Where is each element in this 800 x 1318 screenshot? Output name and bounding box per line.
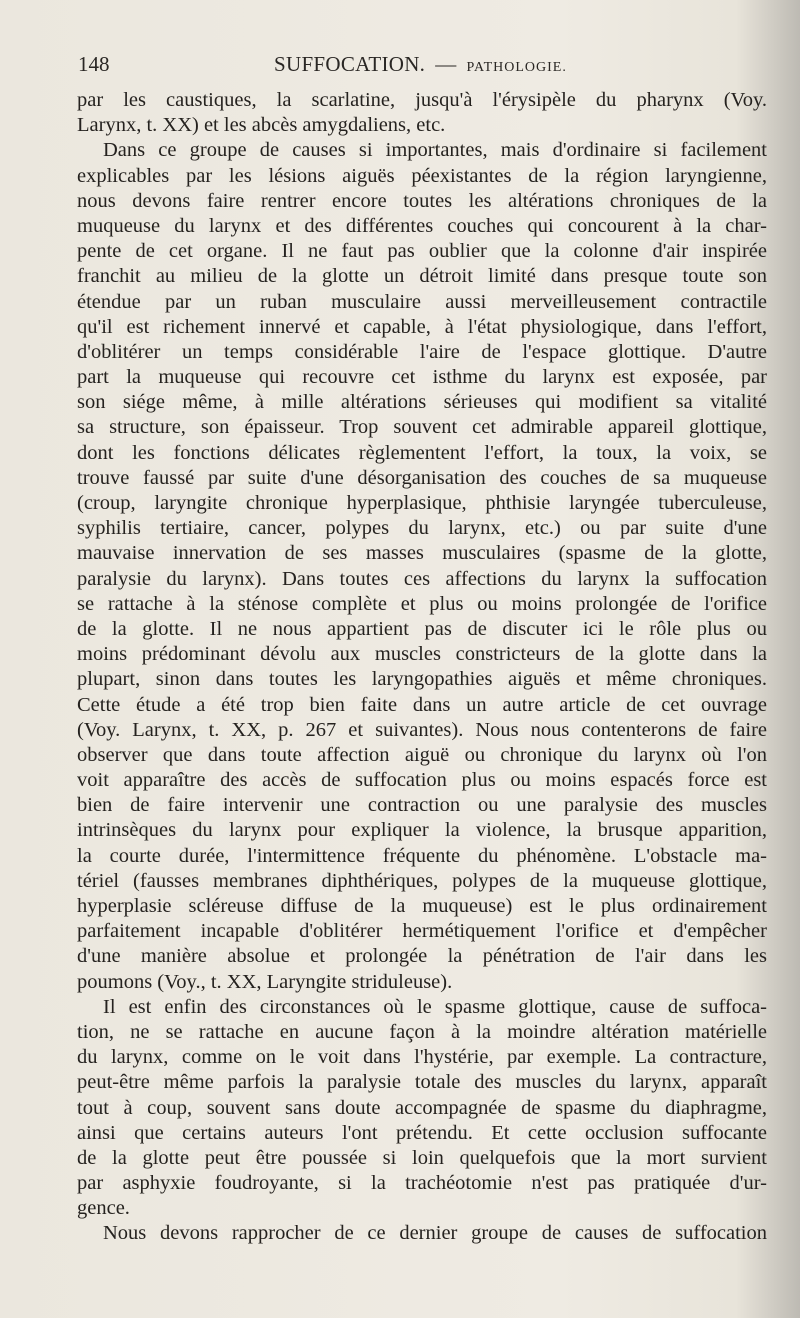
text-line: hyperplasie scléreuse diffuse de la muqueuse) est le plus ordinairement (77, 895, 767, 917)
text-line: d'oblitérer un temps considérable l'aire de l'espace glottique. D'autre (77, 340, 767, 363)
text-line: bien de faire intervenir une contraction ou une paralysie des muscles (77, 794, 767, 817)
text-line: plupart, sinon dans toutes les laryngopathies aiguës et même chroniques. (77, 668, 767, 691)
text-line: qu'il est richement innervé et capable, à l'état physiologique, dans l'effort, (77, 315, 767, 338)
text-line: pente de cet organe. Il ne faut pas oublier que la colonne d'air inspirée (77, 240, 767, 263)
text-line: peut-être même parfois la paralysie totale des muscles du larynx, apparaît (77, 1071, 767, 1094)
text-line: de la glotte peut être poussée si loin quelquefois que la mort survient (77, 1146, 767, 1169)
text-line: parfaitement incapable d'oblitérer hermétiquement l'orifice et d'empêcher (77, 920, 767, 943)
body-text (77, 88, 767, 1247)
text-line: sa structure, son épaisseur. Trop souvent cet admirable appareil glottique, (77, 416, 767, 439)
text-line: nous devons faire rentrer encore toutes les altérations chroniques de la (77, 189, 767, 212)
text-line: poumons (Voy., t. XX, Laryngite striduleuse). (77, 970, 453, 993)
text-line: gence. (77, 1197, 130, 1220)
text-line: étendue par un ruban musculaire aussi merveilleusement contractile (77, 290, 767, 313)
running-head-title: SUFFOCATION. (274, 52, 426, 76)
text-line: ainsi que certains auteurs l'ont prétendu. Et cette occlusion suffocante (77, 1121, 767, 1144)
text-line: explicables par les lésions aiguës péexistantes de la région laryngienne, (77, 164, 767, 187)
text-line: Dans ce groupe de causes si importantes, mais d'ordinaire si facilement (103, 139, 767, 162)
running-head (274, 52, 567, 77)
page-header (78, 52, 768, 82)
text-line: Cette étude a été trop bien faite dans un autre article de cet ouvrage (77, 693, 767, 716)
text-line: la courte durée, l'intermittence fréquente du phénomène. L'obstacle ma- (77, 844, 767, 867)
text-line: de la glotte. Il ne nous appartient pas de discuter ici le rôle plus ou (77, 617, 767, 640)
text-line: franchit au milieu de la glotte un détroit limité dans presque toute son (77, 265, 767, 288)
text-line: Nous devons rapprocher de ce dernier groupe de causes de suffocation (103, 1222, 767, 1245)
text-line: mauvaise innervation de ses masses musculaires (spasme de la glotte, (77, 542, 767, 565)
running-head-section: PATHOLOGIE. (466, 60, 567, 75)
text-line: part la muqueuse qui recouvre cet isthme du larynx est exposée, par (77, 366, 767, 389)
text-line: observer que dans toute affection aiguë ou chronique du larynx où l'on (77, 743, 767, 766)
running-head-dash: — (435, 52, 457, 76)
text-line: Larynx, t. XX) et les abcès amygdaliens, etc. (77, 114, 446, 137)
text-line: tériel (fausses membranes diphthériques, polypes de la muqueuse glottique, (77, 869, 767, 892)
text-line: voit apparaître des accès de suffocation plus ou moins espacés force est (77, 769, 767, 792)
text-line: d'une manière absolue et prolongée la pénétration de l'air dans les (77, 945, 767, 968)
text-line: tion, ne se rattache en aucune façon à la moindre altération matérielle (77, 1020, 767, 1043)
page-number: 148 (78, 52, 110, 76)
text-line: dont les fonctions délicates règlementent l'effort, la toux, la voix, se (77, 441, 767, 464)
text-line: Il est enfin des circonstances où le spasme glottique, cause de suffoca- (103, 995, 767, 1018)
text-line: par les caustiques, la scarlatine, jusqu'à l'érysipèle du pharynx (Voy. (77, 89, 767, 111)
text-line: (croup, laryngite chronique hyperplasique, phthisie laryngée tuberculeuse, (77, 492, 767, 514)
text-line: syphilis tertiaire, cancer, polypes du larynx, etc.) ou par suite d'une (77, 517, 767, 540)
text-line: par asphyxie foudroyante, si la trachéotomie n'est pas pratiquée d'ur- (77, 1172, 767, 1195)
text-line: se rattache à la sténose complète et plus ou moins prolongée de l'orifice (77, 592, 767, 615)
text-line: moins prédominant dévolu aux muscles constricteurs de la glotte dans la (77, 643, 767, 666)
text-line: paralysie du larynx). Dans toutes ces affections du larynx la suffocation (77, 567, 767, 590)
text-line: son siége même, à mille altérations sérieuses qui modifient sa vitalité (77, 391, 767, 414)
text-line: du larynx, comme on le voit dans l'hystérie, par exemple. La contracture, (77, 1046, 767, 1069)
text-line: intrinsèques du larynx pour expliquer la violence, la brusque apparition, (77, 819, 767, 842)
text-line: tout à coup, souvent sans doute accompagnée de spasme du diaphragme, (77, 1096, 767, 1119)
text-line: muqueuse du larynx et des différentes couches qui concourent à la char- (77, 214, 767, 237)
text-line: (Voy. Larynx, t. XX, p. 267 et suivantes). Nous nous contenterons de faire (77, 718, 767, 741)
text-line: trouve faussé par suite d'une désorganisation des couches de sa muqueuse (77, 466, 767, 489)
